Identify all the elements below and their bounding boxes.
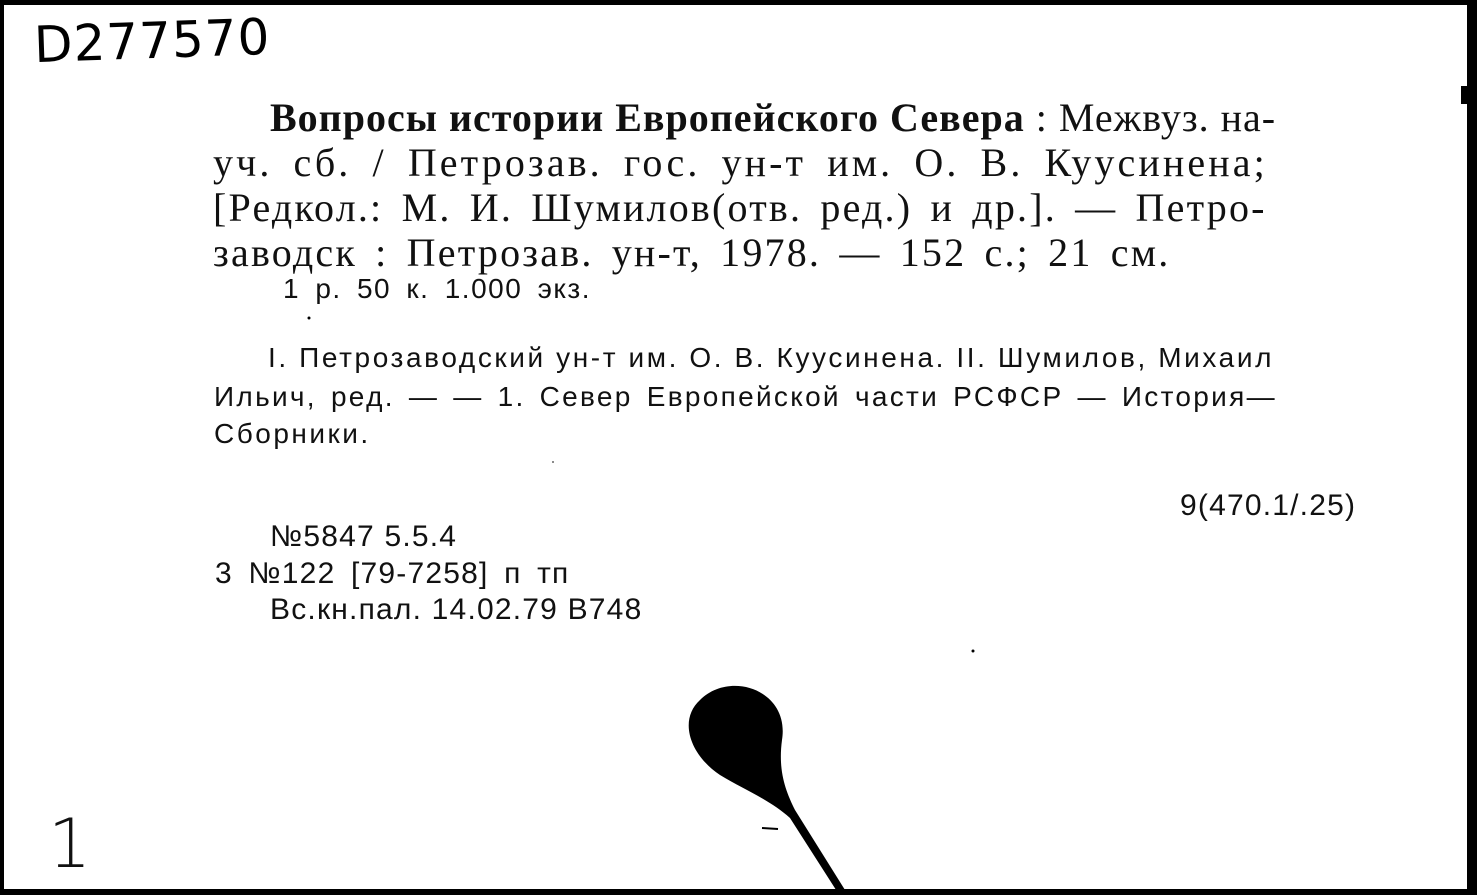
description-line-1	[270, 94, 1276, 141]
description-line-2: уч. сб. / Петрозав. гос. ун-т им. О. В. Куусинена;	[213, 140, 1268, 185]
tracings-line-3: Сборники.	[214, 418, 371, 449]
description-line-1-rest: : Межвуз. на-	[1024, 95, 1277, 140]
description-line-3: [Редкол.: М. И. Шумилов(отв. ред.) и др.]. — Петро-	[213, 185, 1267, 230]
tracings-line-1: I. Петрозаводский ун-т им. О. В. Куусинена. II. Шумилов, Михаил	[268, 342, 1275, 373]
book-title: Вопросы истории Европейского Севера	[270, 95, 1025, 140]
handwritten-copy-number: 1	[48, 805, 92, 884]
scan-border-top	[0, 0, 1477, 5]
service-line-2: 3 №122 [79-7258] п тп	[215, 557, 570, 590]
scan-edge-notch	[1461, 86, 1477, 104]
price-print-run: 1 р. 50 к. 1.000 экз.	[283, 273, 592, 304]
scan-border-bottom	[0, 889, 1477, 895]
classification-index: 9(470.1/.25)	[1180, 489, 1357, 522]
description-line-4: заводск : Петрозав. ун-т, 1978. — 152 с.; 21 см.	[213, 230, 1171, 275]
scan-border-left	[0, 0, 4, 895]
scan-border-right	[1467, 0, 1477, 895]
tracings-line-2: Ильич, ред. — — 1. Север Европейской части РСФСР — История—	[214, 381, 1277, 412]
service-line-3: Вс.кн.пал. 14.02.79 В748	[270, 593, 643, 626]
handwritten-inventory-number: D277570	[33, 7, 272, 75]
service-line-1: №5847 5.5.4	[270, 520, 458, 553]
